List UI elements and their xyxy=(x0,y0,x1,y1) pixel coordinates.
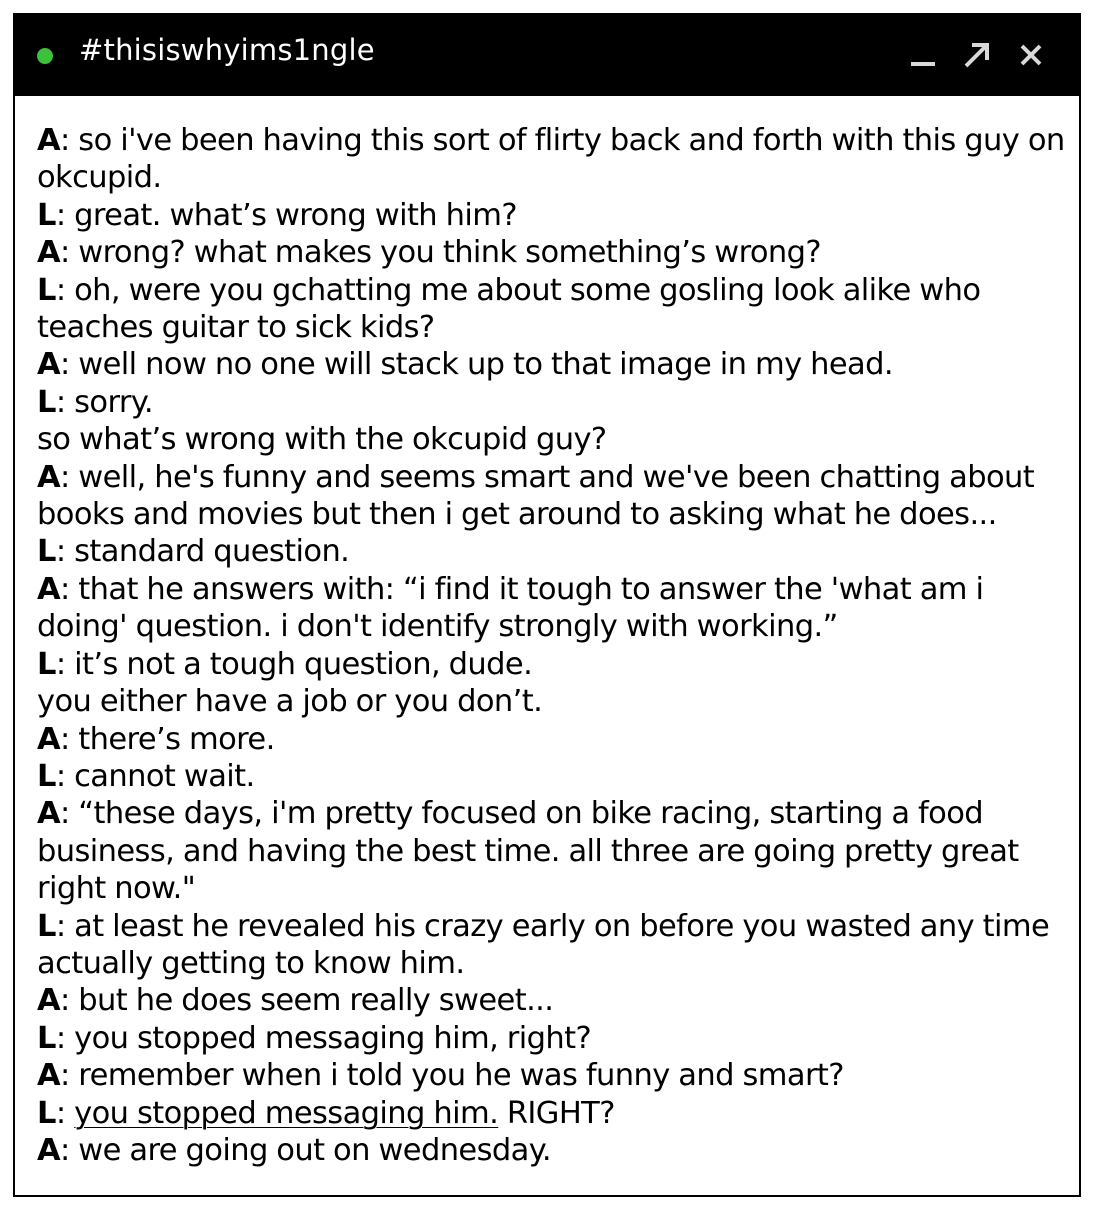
chat-message xyxy=(37,197,1071,234)
expand-arrow-icon xyxy=(962,40,992,70)
chat-transcript xyxy=(37,122,1071,1169)
message-separator: : xyxy=(60,459,70,495)
title-bar[interactable] xyxy=(15,15,1079,96)
chat-message xyxy=(37,982,1071,1019)
chat-message xyxy=(37,571,1071,646)
message-speaker: A xyxy=(37,721,61,757)
message-text: so what’s wrong with the okcupid guy? xyxy=(37,422,607,458)
message-text: you stopped messaging him, right? xyxy=(65,1020,592,1056)
message-separator: : xyxy=(60,983,70,1019)
message-separator: : xyxy=(60,1058,70,1094)
message-text: that he answers with: “i find it tough to answer the 'what am i doing' question. i don't identify strongly with working.” xyxy=(37,571,984,645)
close-icon xyxy=(1017,41,1045,69)
message-speaker: A xyxy=(37,347,61,383)
chat-message xyxy=(37,459,1071,534)
message-separator: : xyxy=(55,272,66,308)
message-separator: : xyxy=(55,908,66,944)
message-speaker: L xyxy=(37,197,56,233)
message-speaker: L xyxy=(37,758,56,794)
minimize-icon xyxy=(910,40,936,70)
chat-message xyxy=(37,1057,1071,1094)
message-separator: : xyxy=(60,123,70,158)
message-text: cannot wait. xyxy=(65,758,255,794)
message-text: “these days, i'm pretty focused on bike racing, starting a food business, and having the best time. all three are going pretty great right now." xyxy=(37,796,1019,907)
chat-message xyxy=(37,1020,1071,1057)
message-speaker: A xyxy=(37,983,61,1019)
chat-message xyxy=(37,384,1071,421)
message-text-tail: RIGHT? xyxy=(498,1095,615,1131)
message-text: great. what’s wrong with him? xyxy=(65,197,517,233)
chat-message xyxy=(37,421,1071,458)
chat-message xyxy=(37,1132,1071,1169)
close-button[interactable] xyxy=(1015,37,1047,73)
window-controls xyxy=(907,37,1047,73)
message-separator: : xyxy=(60,571,70,607)
message-separator: : xyxy=(55,384,66,420)
message-separator: : xyxy=(55,1095,66,1131)
message-speaker: L xyxy=(37,646,56,682)
message-text: well now no one will stack up to that image in my head. xyxy=(69,347,893,383)
message-text: we are going out on wednesday. xyxy=(69,1132,551,1168)
message-separator: : xyxy=(60,796,70,832)
message-speaker: A xyxy=(37,1058,61,1094)
message-speaker: A xyxy=(37,123,61,158)
message-emphasis: you stopped messaging him. xyxy=(74,1095,499,1131)
chat-message xyxy=(37,272,1071,347)
message-speaker: L xyxy=(37,384,56,420)
message-separator: : xyxy=(60,347,70,383)
chat-window xyxy=(13,13,1081,1197)
message-text xyxy=(66,1096,75,1131)
message-text: so i've been having this sort of flirty back and forth with this guy on okcupid. xyxy=(37,123,1065,196)
message-separator: : xyxy=(55,646,66,682)
chat-message xyxy=(37,908,1071,983)
message-text: well, he's funny and seems smart and we've been chatting about books and movies but then i get around to asking what he does... xyxy=(37,459,1035,533)
message-speaker: L xyxy=(37,908,56,944)
message-text: oh, were you gchatting me about some gosling look alike who teaches guitar to sick kids? xyxy=(37,272,981,346)
message-speaker: A xyxy=(37,459,61,495)
message-separator: : xyxy=(60,235,70,271)
maximize-button[interactable] xyxy=(961,37,993,73)
message-text: but he does seem really sweet... xyxy=(69,983,554,1019)
message-speaker: L xyxy=(37,534,56,570)
chat-message xyxy=(37,234,1071,271)
minimize-button[interactable] xyxy=(907,37,939,73)
chat-message xyxy=(37,646,1071,683)
chat-message xyxy=(37,346,1071,383)
message-separator: : xyxy=(55,197,66,233)
chat-message xyxy=(37,1095,1071,1132)
message-text: wrong? what makes you think something’s wrong? xyxy=(69,235,821,271)
message-separator: : xyxy=(60,1132,70,1168)
message-text: standard question. xyxy=(65,534,350,570)
message-text: remember when i told you he was funny and smart? xyxy=(69,1058,844,1094)
chat-message xyxy=(37,721,1071,758)
message-speaker: A xyxy=(37,235,61,271)
message-speaker: L xyxy=(37,1020,56,1056)
message-speaker: A xyxy=(37,796,61,832)
chat-message xyxy=(37,758,1071,795)
chat-message xyxy=(37,122,1071,197)
message-separator: : xyxy=(55,758,66,794)
message-separator: : xyxy=(55,1020,66,1056)
message-speaker: L xyxy=(37,272,56,308)
message-separator: : xyxy=(55,534,66,570)
message-text: there’s more. xyxy=(69,721,275,757)
message-speaker: L xyxy=(37,1095,56,1131)
chat-message xyxy=(37,533,1071,570)
message-separator: : xyxy=(60,721,70,757)
chat-message xyxy=(37,795,1071,907)
message-text: you either have a job or you don’t. xyxy=(37,684,543,720)
message-speaker: A xyxy=(37,571,61,607)
window-title: #thisiswhyims1ngle xyxy=(79,33,375,67)
message-text: at least he revealed his crazy early on before you wasted any time actually getting to know him. xyxy=(37,908,1050,981)
message-speaker: A xyxy=(37,1132,61,1168)
message-text: sorry. xyxy=(65,384,154,420)
online-status-icon xyxy=(37,48,53,64)
message-text: it’s not a tough question, dude. xyxy=(65,646,533,682)
chat-message xyxy=(37,683,1071,720)
